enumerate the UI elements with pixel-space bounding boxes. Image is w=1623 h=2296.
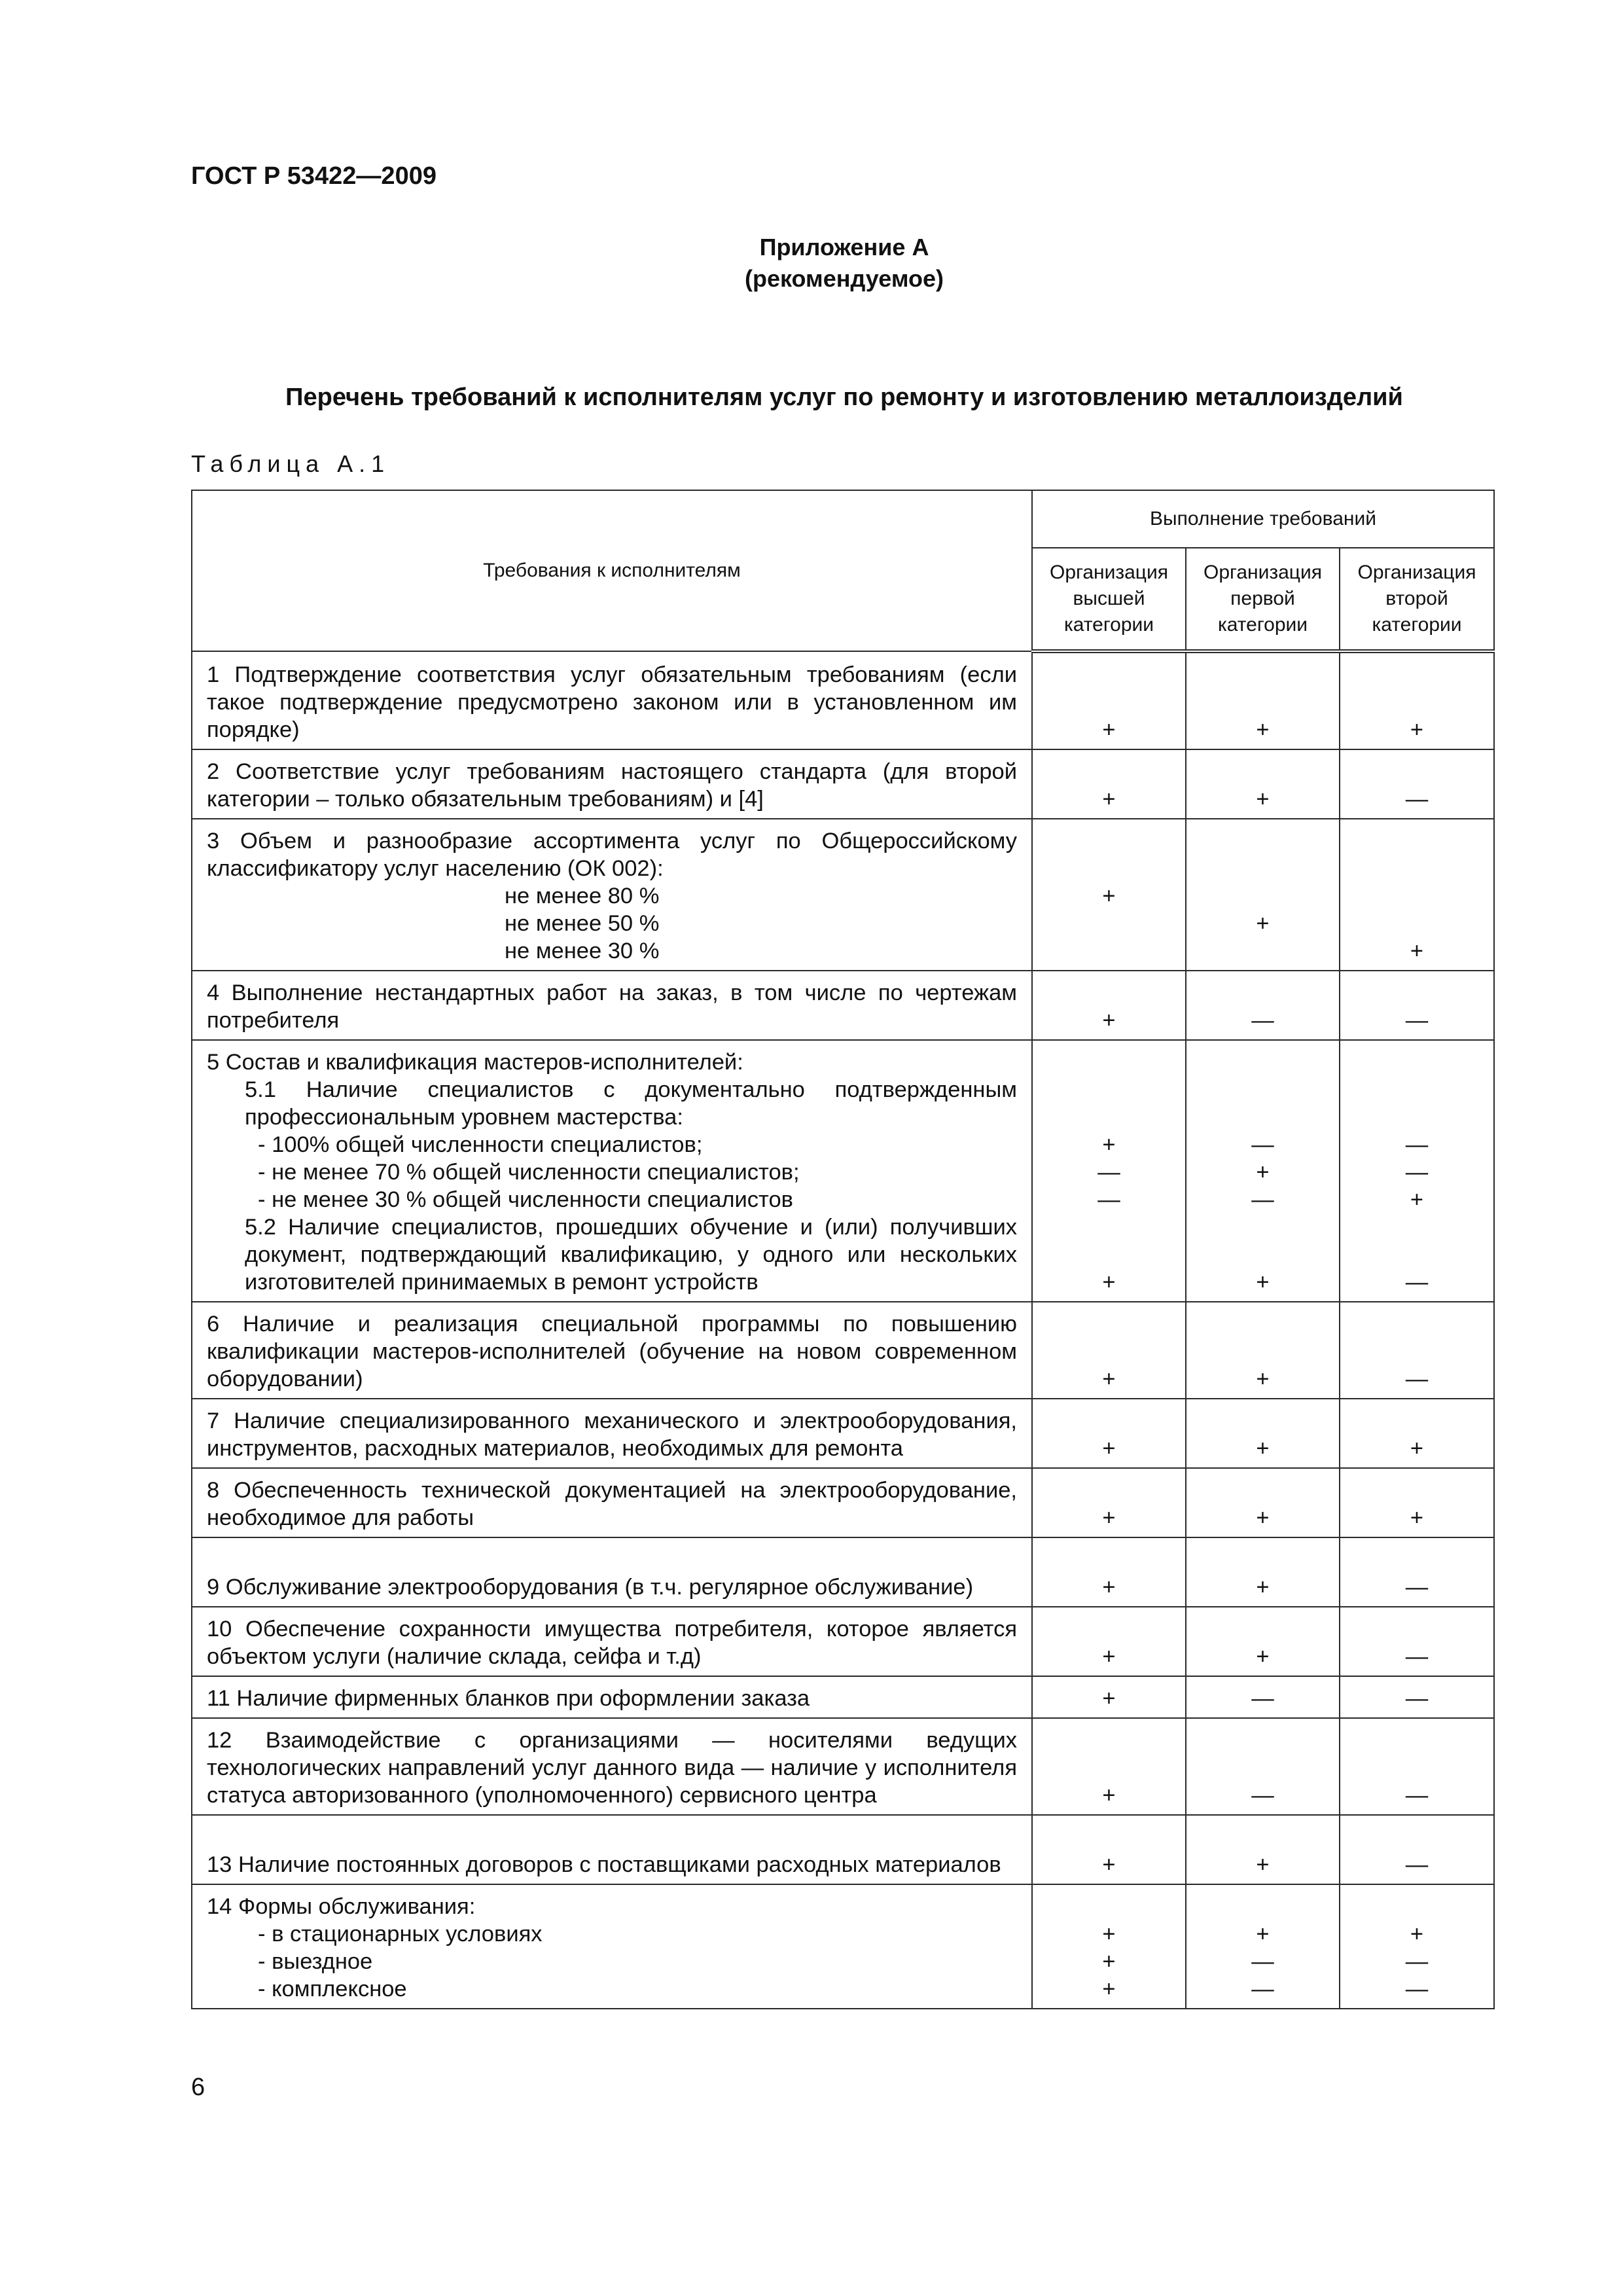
- table-row: [192, 1676, 1494, 1718]
- mark: [1340, 1213, 1493, 1241]
- table-row: [192, 1399, 1494, 1468]
- mark: —: [1097, 1160, 1120, 1185]
- requirement-cell: [192, 1676, 1032, 1718]
- mark: —: [1251, 1132, 1274, 1157]
- mark: +: [1102, 1922, 1116, 1946]
- mark: [1340, 1754, 1493, 1782]
- mark: [1340, 979, 1493, 1007]
- mark: [1033, 1049, 1185, 1076]
- mark: +: [1256, 911, 1270, 936]
- table-row: [192, 651, 1494, 749]
- mark: —: [1251, 1008, 1274, 1033]
- mark-cell: [1032, 1040, 1186, 1302]
- mark: [1033, 1823, 1185, 1851]
- mark-cell: [1340, 749, 1494, 819]
- mark: —: [1405, 1949, 1429, 1974]
- mark: +: [1256, 1436, 1270, 1461]
- mark: [1186, 1893, 1339, 1920]
- mark: [1033, 1407, 1185, 1435]
- mark: [1340, 1076, 1493, 1103]
- mark: —: [1405, 1367, 1429, 1391]
- mark-cell: [1032, 651, 1186, 749]
- mark-cell: [1186, 819, 1340, 971]
- mark: [1340, 855, 1493, 882]
- mark: —: [1251, 1783, 1274, 1808]
- requirement-cell: [192, 971, 1032, 1040]
- mark: [1186, 1049, 1339, 1076]
- mark: +: [1102, 1949, 1116, 1974]
- mark-cell: [1032, 1676, 1186, 1718]
- requirement-text: 14 Формы обслуживания:: [207, 1894, 476, 1919]
- header-category-second: Организация второй категории: [1340, 548, 1494, 651]
- mark-cell: [1340, 1607, 1494, 1676]
- header-fulfillment: Выполнение требований: [1032, 490, 1494, 548]
- mark: [1186, 1407, 1339, 1435]
- mark: +: [1102, 1132, 1116, 1157]
- mark: [1186, 1477, 1339, 1504]
- requirement-text: не менее 50 %: [505, 911, 660, 936]
- mark-cell: [1340, 1884, 1494, 2009]
- table-label: Таблица А.1: [191, 450, 391, 477]
- mark: —: [1251, 1949, 1274, 1974]
- mark-cell: [1032, 749, 1186, 819]
- mark-cell: [1340, 1468, 1494, 1537]
- mark: —: [1405, 1008, 1429, 1033]
- requirement-cell: [192, 1302, 1032, 1399]
- mark: —: [1405, 1644, 1429, 1669]
- requirements-table: [191, 490, 1495, 2009]
- mark: +: [1102, 787, 1116, 812]
- mark: +: [1102, 1270, 1116, 1295]
- mark: +: [1102, 717, 1116, 742]
- mark: +: [1256, 1852, 1270, 1877]
- mark: [1340, 882, 1493, 910]
- mark: [1186, 979, 1339, 1007]
- mark: [1340, 1338, 1493, 1365]
- mark: [1033, 1727, 1185, 1754]
- requirement-text: 7 Наличие специализированного механического и электрооборудования, инструментов, расходных материалов, необходимых для ремонта: [207, 1408, 1017, 1461]
- mark: +: [1102, 884, 1116, 908]
- mark: [1033, 1338, 1185, 1365]
- mark-cell: [1340, 1040, 1494, 1302]
- mark: [1033, 910, 1185, 937]
- requirement-cell: [192, 1884, 1032, 2009]
- requirement-cell: [192, 749, 1032, 819]
- requirement-cell: [192, 1040, 1032, 1302]
- appendix-title: Приложение А: [759, 234, 929, 260]
- mark-cell: [1186, 1718, 1340, 1815]
- mark: [1186, 1546, 1339, 1573]
- mark: [1340, 1823, 1493, 1851]
- page-title: Перечень требований к исполнителям услуг по ремонту и изготовлению металлоизделий: [285, 384, 1403, 411]
- mark: +: [1256, 1922, 1270, 1946]
- mark: [1033, 1754, 1185, 1782]
- table-row: [192, 1815, 1494, 1884]
- mark: [1033, 1103, 1185, 1131]
- requirement-text: 4 Выполнение нестандартных работ на заказ, в том числе по чертежам потребителя: [207, 980, 1017, 1033]
- table-row: [192, 1537, 1494, 1607]
- requirement-cell: [192, 819, 1032, 971]
- mark: [1340, 1546, 1493, 1573]
- requirement-text: 5.2 Наличие специалистов, прошедших обучение и (или) получивших документ, подтверждающий квалификацию, у одного или нескольких изготовителей принимаемых в ремонт устройств: [245, 1215, 1017, 1295]
- mark: [1033, 758, 1185, 785]
- requirement-text: 10 Обеспечение сохранности имущества потребителя, которое является объектом услуги (наличие склада, сейфа и т.д): [207, 1617, 1017, 1669]
- mark: —: [1405, 1132, 1429, 1157]
- mark: [1186, 661, 1339, 689]
- mark-cell: [1032, 1718, 1186, 1815]
- mark: [1340, 1310, 1493, 1338]
- table-row: [192, 971, 1494, 1040]
- mark: [1033, 1615, 1185, 1643]
- mark-cell: [1186, 1607, 1340, 1676]
- mark: [1340, 1103, 1493, 1131]
- mark: [1186, 1076, 1339, 1103]
- mark: +: [1102, 1505, 1116, 1530]
- mark-cell: [1032, 1884, 1186, 2009]
- requirement-cell: [192, 1399, 1032, 1468]
- requirement-text: 6 Наличие и реализация специальной программы по повышению квалификации мастеров-исполнителей (обучение на новом современном оборудовании): [207, 1312, 1017, 1391]
- requirement-cell: [192, 1718, 1032, 1815]
- table-row: [192, 1040, 1494, 1302]
- mark: +: [1256, 1505, 1270, 1530]
- requirement-cell: [192, 1468, 1032, 1537]
- requirement-text: 5.1 Наличие специалистов с документально подтвержденным профессиональным уровнем мастерства:: [245, 1077, 1017, 1130]
- requirement-text: - выездное: [258, 1949, 373, 1974]
- mark: +: [1410, 1922, 1424, 1946]
- mark: [1340, 827, 1493, 855]
- mark: —: [1251, 1977, 1274, 2001]
- requirement-text: 11 Наличие фирменных бланков при оформлении заказа: [207, 1686, 810, 1711]
- mark-cell: [1186, 1537, 1340, 1607]
- requirement-text: 9 Обслуживание электрооборудования (в т.ч. регулярное обслуживание): [207, 1575, 974, 1600]
- mark: —: [1405, 1977, 1429, 2001]
- requirement-cell: [192, 1815, 1032, 1884]
- mark: [1033, 1310, 1185, 1338]
- mark: [1340, 1893, 1493, 1920]
- mark: +: [1256, 1160, 1270, 1185]
- requirement-text: - не менее 70 % общей численности специалистов;: [258, 1160, 800, 1185]
- mark-cell: [1186, 1040, 1340, 1302]
- mark-cell: [1032, 1815, 1186, 1884]
- mark: [1186, 855, 1339, 882]
- mark: +: [1102, 1852, 1116, 1877]
- mark: —: [1251, 1187, 1274, 1212]
- mark: [1033, 979, 1185, 1007]
- requirement-text: - 100% общей численности специалистов;: [258, 1132, 703, 1157]
- requirement-text: 3 Объем и разнообразие ассортимента услуг по Общероссийскому классификатору услуг населению (ОК 002):: [207, 829, 1017, 881]
- mark: +: [1102, 1644, 1116, 1669]
- table-row: [192, 1718, 1494, 1815]
- requirement-text: 2 Соответствие услуг требованиям настоящего стандарта (для второй категории – только обязательным требованиям) и [4]: [207, 759, 1017, 812]
- table-row: [192, 749, 1494, 819]
- mark: [1186, 1615, 1339, 1643]
- mark: +: [1410, 939, 1424, 963]
- mark: [1033, 1546, 1185, 1573]
- mark: [1033, 1477, 1185, 1504]
- mark: —: [1405, 1160, 1429, 1185]
- mark: [1033, 689, 1185, 716]
- mark: [1340, 689, 1493, 716]
- mark: [1340, 1477, 1493, 1504]
- mark-cell: [1340, 971, 1494, 1040]
- mark: —: [1405, 1783, 1429, 1808]
- mark: —: [1251, 1686, 1274, 1711]
- mark: +: [1102, 1436, 1116, 1461]
- mark-cell: [1032, 1537, 1186, 1607]
- mark-cell: [1340, 651, 1494, 749]
- mark-cell: [1032, 1399, 1186, 1468]
- mark: [1186, 1241, 1339, 1268]
- mark: —: [1405, 1270, 1429, 1295]
- mark-cell: [1340, 1399, 1494, 1468]
- header-requirements: Требования к исполнителям: [192, 490, 1032, 651]
- appendix-heading: [0, 232, 1623, 295]
- requirement-text: 5 Состав и квалификация мастеров-исполнителей:: [207, 1050, 743, 1075]
- table-row: [192, 819, 1494, 971]
- mark: [1340, 910, 1493, 937]
- mark-cell: [1340, 819, 1494, 971]
- appendix-note: (рекомендуемое): [745, 265, 944, 292]
- mark-cell: [1032, 1607, 1186, 1676]
- mark: [1186, 827, 1339, 855]
- mark-cell: [1186, 971, 1340, 1040]
- requirement-text: 8 Обеспеченность технической документацией на электрооборудование, необходимое для работы: [207, 1478, 1017, 1530]
- table-row: [192, 1884, 1494, 2009]
- mark: [1033, 1076, 1185, 1103]
- table-row: [192, 1607, 1494, 1676]
- table-row: [192, 1302, 1494, 1399]
- mark-cell: [1186, 651, 1340, 749]
- mark: +: [1410, 717, 1424, 742]
- mark: [1340, 758, 1493, 785]
- mark: —: [1405, 1575, 1429, 1600]
- mark: +: [1410, 1187, 1424, 1212]
- mark: [1186, 937, 1339, 965]
- requirement-cell: [192, 1607, 1032, 1676]
- mark: [1340, 1407, 1493, 1435]
- mark: [1186, 1338, 1339, 1365]
- mark: +: [1256, 787, 1270, 812]
- mark: +: [1102, 1008, 1116, 1033]
- mark: [1340, 1241, 1493, 1268]
- mark: +: [1102, 1367, 1116, 1391]
- mark: [1340, 1049, 1493, 1076]
- mark: [1186, 1823, 1339, 1851]
- mark-cell: [1186, 1884, 1340, 2009]
- mark-cell: [1340, 1676, 1494, 1718]
- mark: +: [1410, 1505, 1424, 1530]
- mark-cell: [1186, 749, 1340, 819]
- mark: [1186, 758, 1339, 785]
- page-number: 6: [191, 2073, 205, 2101]
- mark: +: [1102, 1977, 1116, 2001]
- mark-cell: [1186, 1815, 1340, 1884]
- mark: +: [1102, 1575, 1116, 1600]
- mark: +: [1102, 1686, 1116, 1711]
- mark-cell: [1186, 1468, 1340, 1537]
- mark-cell: [1340, 1302, 1494, 1399]
- mark-cell: [1186, 1399, 1340, 1468]
- mark: [1186, 1727, 1339, 1754]
- requirements-body: [192, 651, 1494, 2009]
- mark: [1033, 1213, 1185, 1241]
- mark-cell: [1032, 1302, 1186, 1399]
- mark: [1033, 855, 1185, 882]
- mark: [1186, 1103, 1339, 1131]
- mark: [1340, 1615, 1493, 1643]
- mark: —: [1097, 1187, 1120, 1212]
- header-category-first: Организация первой категории: [1186, 548, 1340, 651]
- mark: +: [1256, 1644, 1270, 1669]
- requirement-text: 1 Подтверждение соответствия услуг обязательным требованиям (если такое подтверждение предусмотрено законом или в установленном им порядке): [207, 662, 1017, 742]
- requirement-cell: [192, 651, 1032, 749]
- requirement-text: не менее 30 %: [505, 939, 660, 963]
- mark: [1186, 689, 1339, 716]
- mark: —: [1405, 1852, 1429, 1877]
- mark: +: [1410, 1436, 1424, 1461]
- requirement-text: не менее 80 %: [505, 884, 660, 908]
- mark: +: [1256, 1575, 1270, 1600]
- requirement-text: - в стационарных условиях: [258, 1922, 543, 1946]
- requirement-text: - комплексное: [258, 1977, 407, 2001]
- mark: +: [1256, 1270, 1270, 1295]
- mark: [1186, 1310, 1339, 1338]
- mark: +: [1256, 1367, 1270, 1391]
- mark-cell: [1340, 1537, 1494, 1607]
- mark: [1186, 1754, 1339, 1782]
- mark: [1033, 827, 1185, 855]
- requirement-cell: [192, 1537, 1032, 1607]
- mark-cell: [1340, 1718, 1494, 1815]
- table-row: [192, 1468, 1494, 1537]
- mark: [1186, 1213, 1339, 1241]
- requirement-text: - не менее 30 % общей численности специалистов: [258, 1187, 793, 1212]
- mark-cell: [1032, 971, 1186, 1040]
- document-id: ГОСТ Р 53422—2009: [191, 162, 437, 190]
- mark: [1340, 661, 1493, 689]
- mark: [1340, 1727, 1493, 1754]
- mark-cell: [1032, 1468, 1186, 1537]
- mark: [1033, 1893, 1185, 1920]
- requirement-text: 12 Взаимодействие с организациями — носителями ведущих технологических направлений услуг данного вида — наличие у исполнителя статуса авторизованного (уполномоченного) сервисного центра: [207, 1728, 1017, 1808]
- mark-cell: [1186, 1676, 1340, 1718]
- mark-cell: [1340, 1815, 1494, 1884]
- mark: —: [1405, 787, 1429, 812]
- mark-cell: [1032, 819, 1186, 971]
- mark: +: [1256, 717, 1270, 742]
- header-category-highest: Организация высшей категории: [1032, 548, 1186, 651]
- mark: —: [1405, 1686, 1429, 1711]
- mark: +: [1102, 1783, 1116, 1808]
- mark: [1033, 1241, 1185, 1268]
- mark: [1033, 937, 1185, 965]
- requirement-text: 13 Наличие постоянных договоров с поставщиками расходных материалов: [207, 1852, 1001, 1877]
- mark: [1186, 882, 1339, 910]
- mark-cell: [1186, 1302, 1340, 1399]
- mark: [1033, 661, 1185, 689]
